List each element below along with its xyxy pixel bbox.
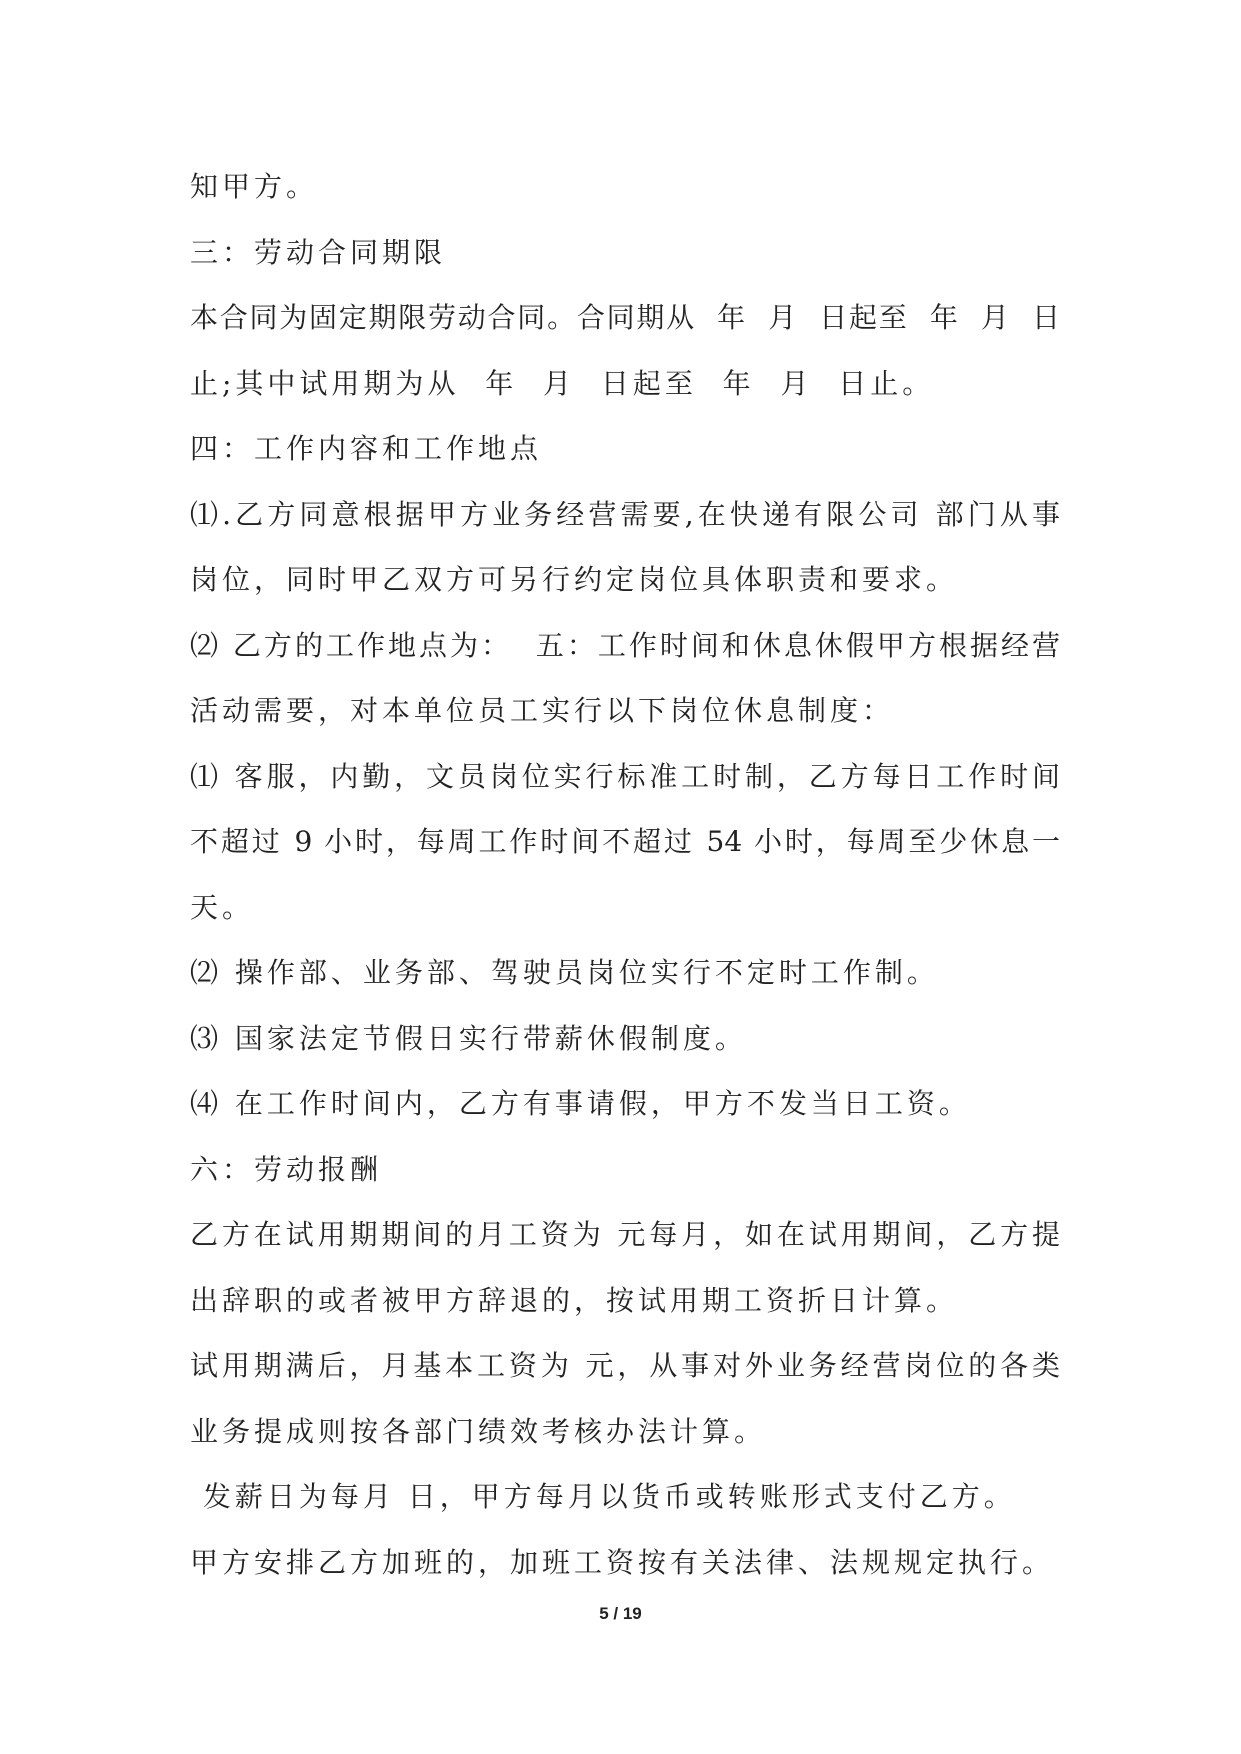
text-line: 知甲方。 xyxy=(190,170,319,203)
text-line: 岗位，同时甲乙双方可另行约定岗位具体职责和要求。 xyxy=(190,563,959,596)
text-line: 发薪日为每月 日，甲方每月以货币或转账形式支付乙方。 xyxy=(190,1480,1016,1513)
text-line: ⑴ 客服，内勤，文员岗位实行标准工时制，乙方每日工作时间 xyxy=(190,759,1060,793)
text-line: ⑵ 操作部、业务部、驾驶员岗位实行不定时工作制。 xyxy=(190,956,939,989)
text-line: 乙方在试用期期间的月工资为 元每月，如在试用期间，乙方提 xyxy=(190,1218,1060,1251)
page-number: 5 / 19 xyxy=(599,1604,642,1623)
document-body xyxy=(190,154,1060,1595)
text-line: 活动需要，对本单位员工实行以下岗位休息制度： xyxy=(190,694,895,727)
text-line: 止;其中试用期为从 年 月 日起至 年 月 日止。 xyxy=(190,366,935,400)
text-line: 业务提成则按各部门绩效考核办法计算。 xyxy=(190,1414,767,1448)
text-line: 甲方安排乙方加班的，加班工资按有关法律、法规规定执行。 xyxy=(190,1545,1055,1579)
text-line: ⑶ 国家法定节假日实行带薪休假制度。 xyxy=(190,1021,747,1055)
text-line: 本合同为固定期限劳动合同。合同期从 年 月 日起至 年 月 日 xyxy=(190,301,1060,334)
section-heading: 六：劳动报酬 xyxy=(190,1152,383,1186)
text-line: 出辞职的或者被甲方辞退的，按试用期工资折日计算。 xyxy=(190,1283,959,1317)
text-line: 天。 xyxy=(190,890,255,924)
text-line: 不超过 9 小时，每周工作时间不超过 54 小时，每周至少休息一 xyxy=(190,825,1060,858)
section-heading: 四：工作内容和工作地点 xyxy=(190,432,543,465)
text-line: ⑷ 在工作时间内，乙方有事请假，甲方不发当日工资。 xyxy=(190,1087,971,1120)
section-heading: 三：劳动合同期限 xyxy=(190,235,447,269)
text-line: ⑴.乙方同意根据甲方业务经营需要,在快递有限公司 部门从事 xyxy=(190,497,1060,531)
text-line: 试用期满后，月基本工资为 元，从事对外业务经营岗位的各类 xyxy=(190,1349,1060,1382)
text-line: ⑵ 乙方的工作地点为： 五：工作时间和休息休假甲方根据经营 xyxy=(190,628,1060,662)
